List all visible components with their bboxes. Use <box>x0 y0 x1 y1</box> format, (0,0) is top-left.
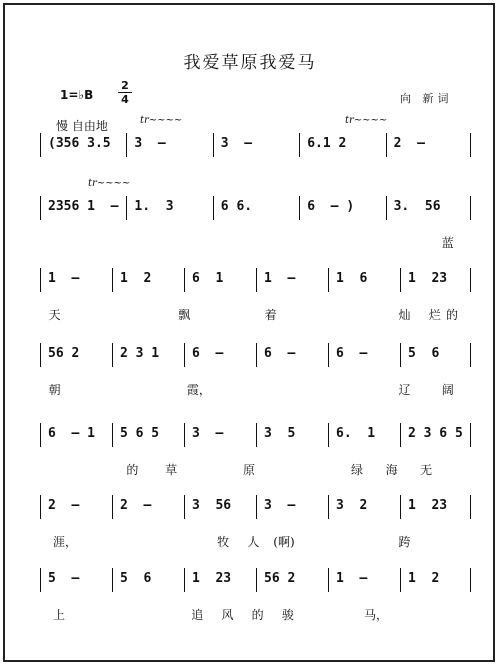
lyric-syllable: 涯， <box>52 535 77 549</box>
measure: 6. 1 <box>336 426 376 441</box>
lyric-syllable: 灿 <box>398 308 411 322</box>
barline <box>470 268 471 292</box>
lyric-syllable: 人 <box>247 535 260 549</box>
barline <box>40 268 41 292</box>
measure: 5 – <box>48 571 80 586</box>
measure: 1 – <box>336 571 368 586</box>
barline <box>299 133 300 157</box>
barline <box>256 423 257 447</box>
lyric-syllable: 朝 <box>48 383 61 397</box>
measure: 2 – <box>393 136 425 151</box>
measure: 2356 1 – <box>48 199 119 214</box>
measure: 1 6 <box>336 271 368 286</box>
measure: 5 6 <box>120 571 152 586</box>
measure: 1 23 <box>408 498 448 513</box>
barline <box>470 423 471 447</box>
barline <box>400 423 401 447</box>
measure: 6 – <box>264 346 296 361</box>
measure: 1 2 <box>120 271 152 286</box>
measure: 5 6 5 <box>120 426 160 441</box>
barline <box>40 133 41 157</box>
lyrics-row <box>40 234 472 252</box>
trill-mark: tr~~~~ <box>140 115 183 126</box>
barline <box>470 568 471 592</box>
barline <box>470 196 471 220</box>
lyric-syllable: 蓝 <box>441 236 454 250</box>
lyrics-row <box>40 461 472 479</box>
lyrics-row <box>40 306 472 324</box>
barline <box>184 268 185 292</box>
barline <box>112 423 113 447</box>
barline <box>400 268 401 292</box>
measure: 1 – <box>48 271 80 286</box>
barline <box>184 568 185 592</box>
measure: 1. 3 <box>134 199 174 214</box>
measure: 6 1 <box>192 271 224 286</box>
score-line <box>40 495 472 549</box>
barline <box>112 268 113 292</box>
lyric-syllable: 牧 <box>217 535 230 549</box>
lyric-syllable: 飘 <box>178 308 191 322</box>
measure: 6 – ) <box>307 199 355 214</box>
lyric-syllable: 风 <box>221 608 234 622</box>
barline <box>256 343 257 367</box>
song-title: 我爱草原我爱马 <box>183 53 317 73</box>
barline <box>470 343 471 367</box>
barline <box>328 423 329 447</box>
barline <box>328 495 329 519</box>
barline <box>184 423 185 447</box>
barline <box>126 196 127 220</box>
barline <box>40 196 41 220</box>
lyric-syllable: 马， <box>364 608 389 622</box>
measure: 1 23 <box>192 571 232 586</box>
measure: 6.1 2 <box>307 136 347 151</box>
measure: 6 – <box>336 346 368 361</box>
lyric-syllable: 上 <box>52 608 65 622</box>
barline <box>386 133 387 157</box>
lyrics-row <box>40 533 472 551</box>
barline <box>126 133 127 157</box>
score-line <box>40 268 472 322</box>
measure: 2 – <box>48 498 80 513</box>
lyric-syllable: 海 <box>385 463 398 477</box>
lyric-syllable: 的 <box>126 463 139 477</box>
measure: (356 3.5 <box>48 136 111 151</box>
barline <box>328 268 329 292</box>
barline <box>112 343 113 367</box>
measure: 2 – <box>120 498 152 513</box>
lyric-syllable: 烂 <box>428 308 441 322</box>
lyricist-credit: 向 新词 <box>400 92 453 105</box>
lyric-syllable: 的 <box>446 308 459 322</box>
measure: 1 – <box>264 271 296 286</box>
lyrics-row <box>40 606 472 624</box>
barline <box>40 495 41 519</box>
barline <box>184 343 185 367</box>
barline <box>112 568 113 592</box>
lyric-syllable: 无 <box>420 463 433 477</box>
measure: 2 3 6 5 <box>408 426 463 441</box>
tempo-marking: 慢 自由地 <box>56 119 108 133</box>
measure: 1 2 <box>408 571 440 586</box>
lyric-syllable: 阔 <box>441 383 454 397</box>
barline <box>112 495 113 519</box>
barline <box>256 495 257 519</box>
measure: 1 23 <box>408 271 448 286</box>
barline <box>213 133 214 157</box>
barline <box>400 495 401 519</box>
measure: 56 2 <box>264 571 296 586</box>
barline <box>40 423 41 447</box>
measure: 3 – <box>264 498 296 513</box>
barline <box>40 343 41 367</box>
lyric-syllable: 跨 <box>398 535 411 549</box>
lyric-syllable: 辽 <box>398 383 411 397</box>
measure: 3 – <box>134 136 166 151</box>
barline <box>299 196 300 220</box>
meter-bottom: 4 <box>121 93 129 106</box>
score-line <box>40 196 472 250</box>
measure: 3 – <box>220 136 253 151</box>
barline <box>40 568 41 592</box>
lyric-syllable: 骏 <box>281 608 294 622</box>
barline <box>184 495 185 519</box>
lyric-syllable: (啊) <box>273 535 295 549</box>
barline <box>328 343 329 367</box>
barline <box>213 196 214 220</box>
barline <box>400 343 401 367</box>
time-signature <box>118 80 132 105</box>
measure: 5 6 <box>408 346 440 361</box>
trill-mark: tr~~~~ <box>345 115 388 126</box>
measure: 3 2 <box>336 498 368 513</box>
barline <box>328 568 329 592</box>
lyric-syllable: 天 <box>48 308 61 322</box>
measure: 56 2 <box>48 346 80 361</box>
lyric-syllable: 原 <box>243 463 256 477</box>
measure: 3 5 <box>264 426 296 441</box>
barline <box>470 495 471 519</box>
score-line <box>40 423 472 477</box>
measure: 3 – <box>192 426 224 441</box>
measure: 2 3 1 <box>120 346 160 361</box>
score-line <box>40 133 472 181</box>
lyric-syllable: 追 <box>191 608 204 622</box>
score-line <box>40 568 472 622</box>
lyric-syllable: 霞， <box>186 383 211 397</box>
measure: 3. 56 <box>393 199 441 214</box>
lyrics-row <box>40 171 472 189</box>
barline <box>470 133 471 157</box>
lyric-syllable: 草 <box>165 463 178 477</box>
measure: 6 – 1 <box>48 426 95 441</box>
key-signature: 1=♭B <box>60 88 94 102</box>
measure: 3 56 <box>192 498 232 513</box>
barline <box>400 568 401 592</box>
barline <box>256 268 257 292</box>
measure: 6 6. <box>220 199 253 214</box>
lyric-syllable: 绿 <box>351 463 364 477</box>
lyric-syllable: 着 <box>264 308 277 322</box>
lyric-syllable: 的 <box>251 608 264 622</box>
score-line <box>40 343 472 397</box>
trill-mark: tr~~~~ <box>88 178 131 189</box>
meter-top: 2 <box>121 79 129 92</box>
lyrics-row <box>40 381 472 399</box>
barline <box>386 196 387 220</box>
barline <box>256 568 257 592</box>
measure: 6 – <box>192 346 224 361</box>
